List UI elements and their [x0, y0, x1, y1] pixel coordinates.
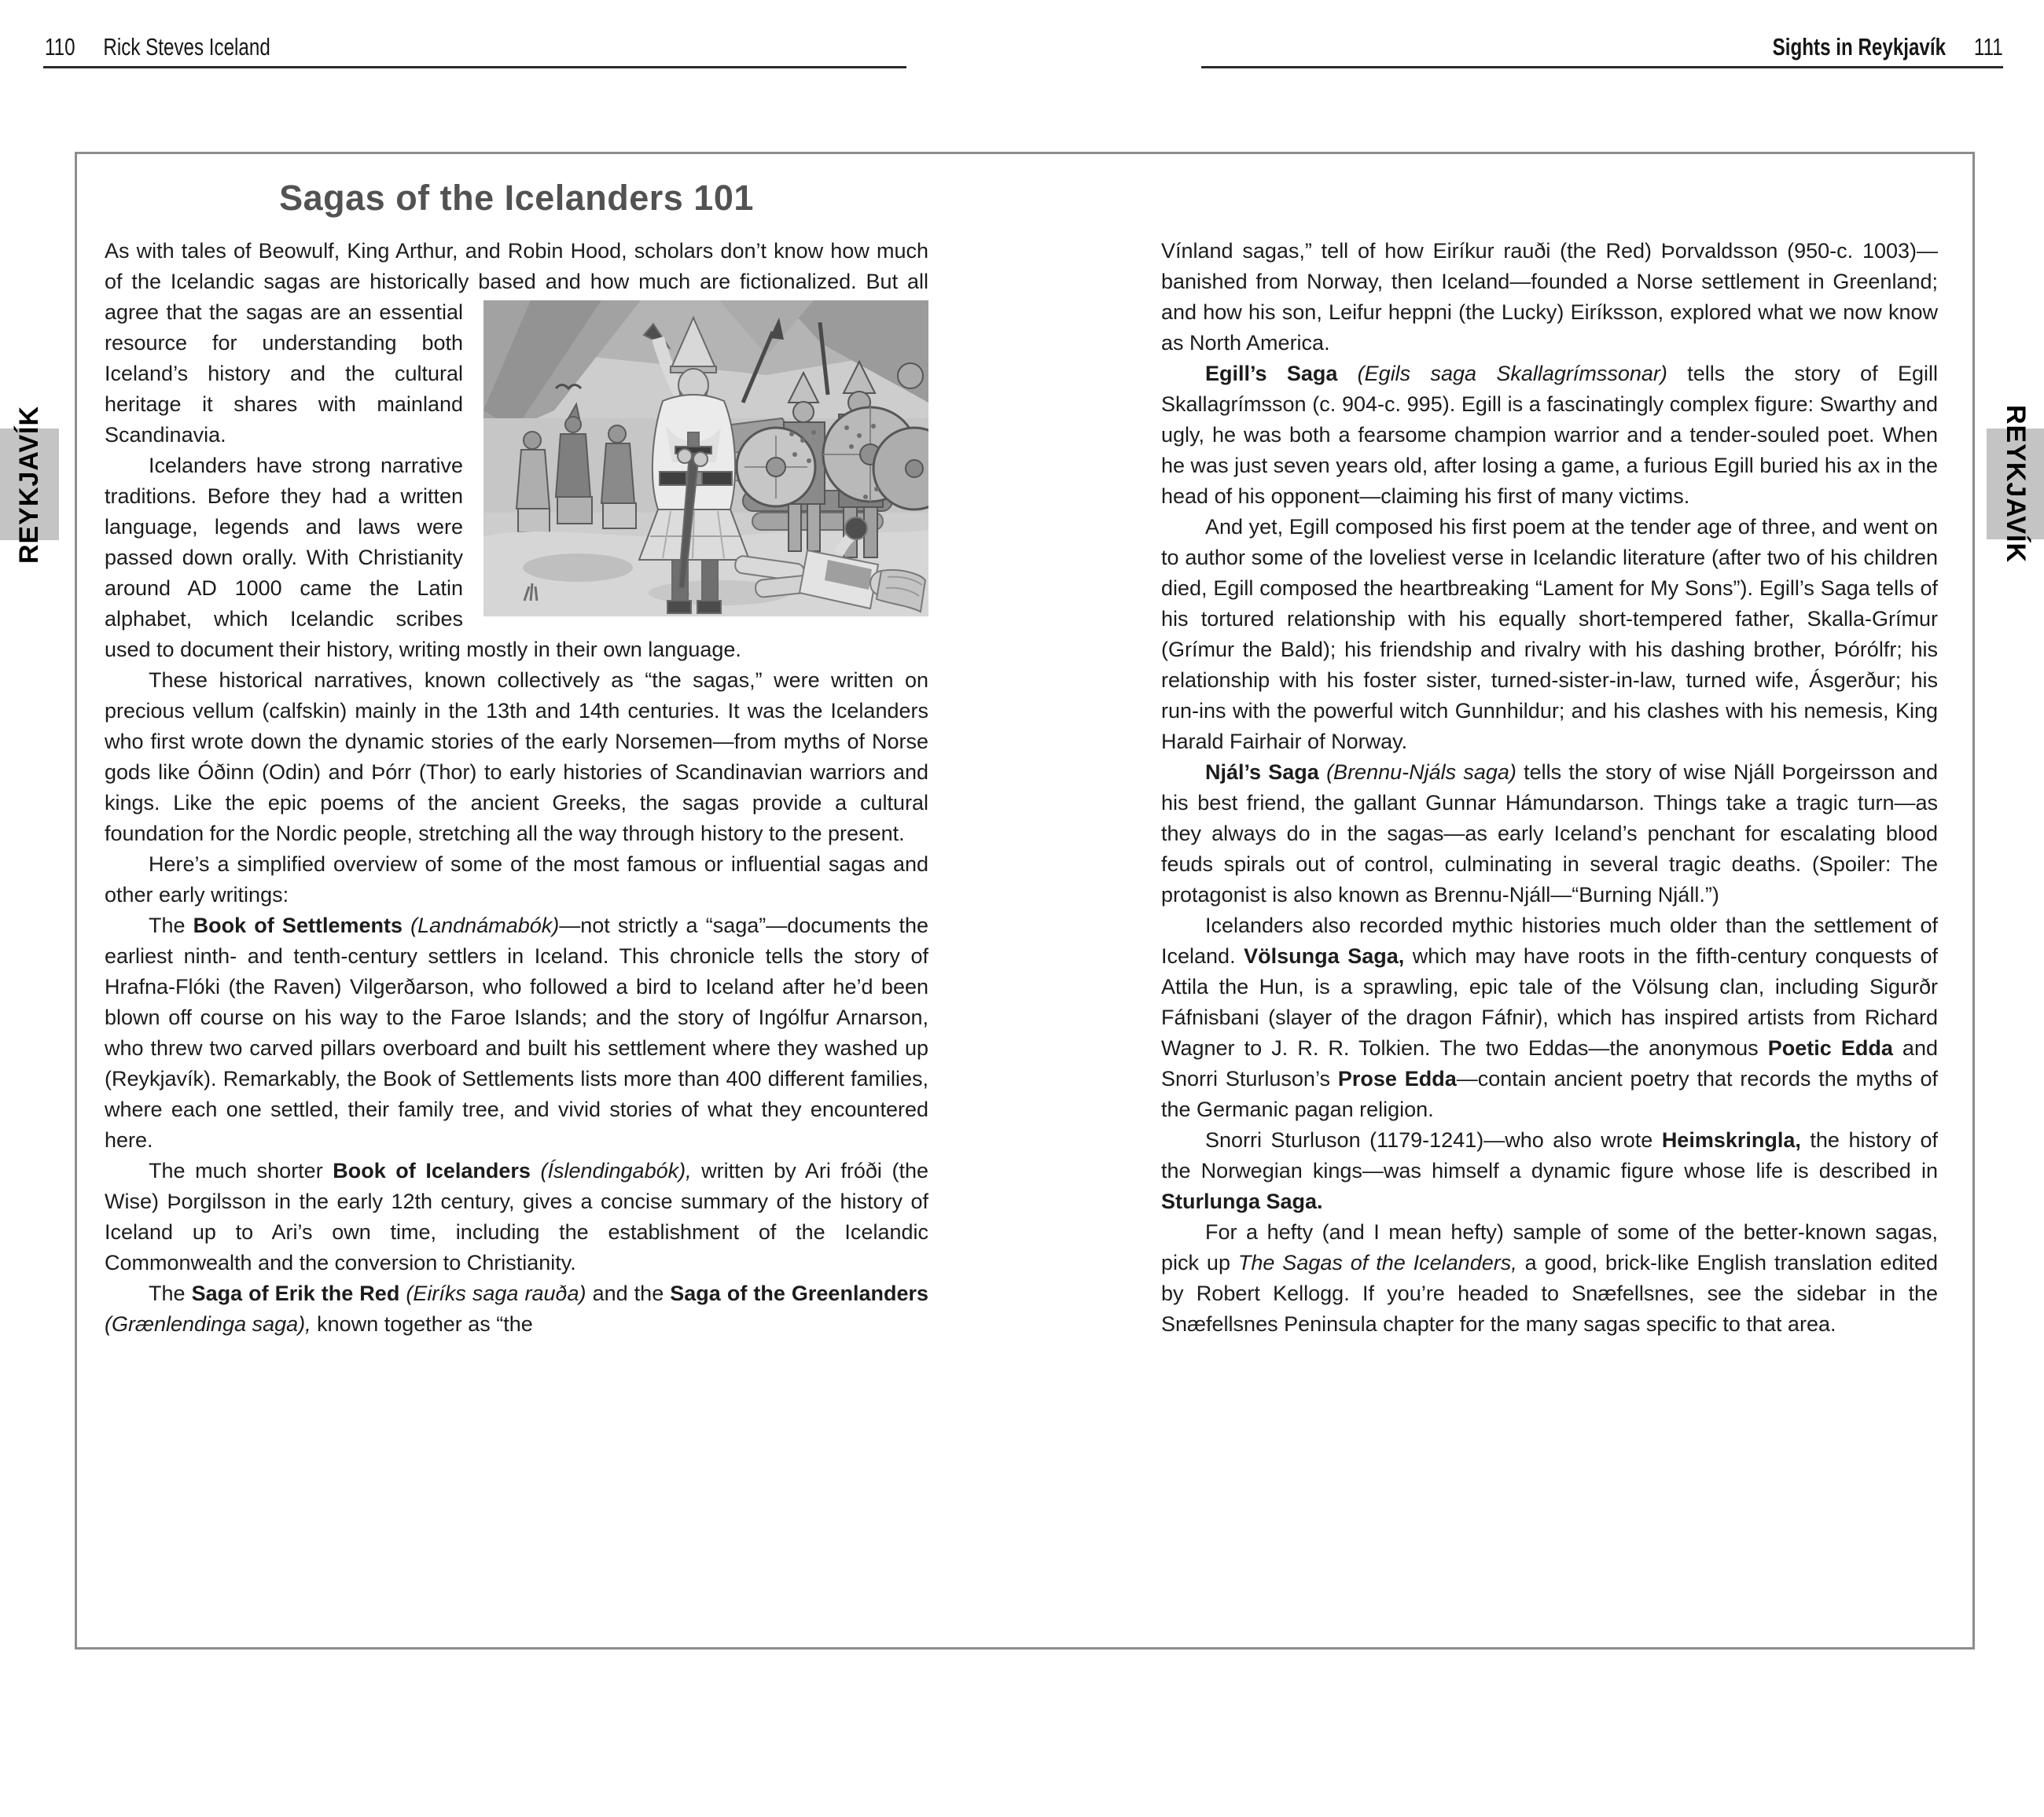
left-tab-label: REYKJAVÍK	[14, 405, 44, 564]
section-title: Sights in Reykjavík	[1772, 33, 1947, 61]
paragraph: Icelanders have strong narrative traditions. Before they had a written language, legends and laws were passed down orally. With Christianity around AD 1000 came the Latin alphabet, which Icelandic scribes used to document their history, writing mostly in their own language.	[105, 454, 741, 661]
paragraph: These historical narratives, known collectively as “the sagas,” were written on precious vellum (calfskin) mainly in the 13th and 14th centuries. It was the Icelanders who first wrote down the dynamic stories of the early Norsemen—from myths of Norse gods like Óðinn (Odin) and Þórr (Thor) to early histories of Scandinavian warriors and kings. Like the epic poems of the ancient Greeks, the sagas provide a cultural foundation for the Nordic people, stretching all the way through history to the present.	[105, 668, 928, 845]
paragraph: And yet, Egill composed his first poem at the tender age of three, and went on to author some of the loveliest verse in Icelandic literature (after two of his children died, Egill composed the heartbreaking “Lament for My Sons”). Egill’s Saga tells of his tortured relationship with his equally short-tempered father, Skalla-Grímur (Grímur the Bald); his friendship and rivalry with his dashing brother, Þórólfr; his relationship with his foster sister, turned-sister-in-law, turned wife, Ásgerður; his run-ins with the powerful witch Gunnhildur; and his clashes with his nemesis, King Harald Fairhair of Norway.	[1161, 515, 1938, 753]
paragraph: For a hefty (and I mean hefty) sample of some of the better-known sagas, pick up The Sagas of the Icelanders, a good, brick-like English translation edited by Robert Kellogg. If you’re headed to Snæfellsnes, see the sidebar in the Snæfellsnes Peninsula chapter for the many sagas specific to that area.	[1161, 1220, 1938, 1336]
right-text-column	[1161, 236, 1938, 1340]
paragraph: Here’s a simplified overview of some of the most famous or influential sagas and other early writings:	[105, 852, 928, 907]
book-title: Rick Steves Iceland	[103, 33, 270, 61]
paragraph: Icelanders also recorded mythic histories much older than the settlement of Iceland. Völsunga Saga, which may have roots in the fifth-century conquests of Attila the Hun, is a sprawling, epic tale of the Völsung clan, including Sigurðr Fáfnisbani (slayer of the dragon Fáfnir), which has inspired artists from Richard Wagner to J. R. R. Tolkien. The two Eddas—the anonymous Poetic Edda and Snorri Sturluson’s Prose Edda—contain ancient poetry that records the myths of the Germanic pagan religion.	[1161, 914, 1938, 1121]
left-header-rule	[43, 66, 906, 68]
paragraph: The Book of Settlements (Landnámabók)—not strictly a “saga”—documents the earliest ninth- and tenth-century settlers in Iceland. This chronicle tells the story of Hrafna-Flóki (the Raven) Vilgerðarson, who followed a bird to Iceland after he’d been blown off course on his way to the Faroe Islands; and the story of Ingólfur Arnarson, who threw two carved pillars overboard and built his settlement where they washed up (Reykjavík). Remarkably, the Book of Settlements lists more than 400 different families, where each one settled, their family tree, and vivid stories of what they encountered here.	[105, 914, 928, 1152]
paragraph: The much shorter Book of Icelanders (Íslendingabók), written by Ari fróði (the Wise) Þorgilsson in the early 12th century, gives a concise summary of the history of Iceland up to Ari’s own time, including the establishment of the Icelandic Commonwealth and the conversion to Christianity.	[105, 1159, 928, 1274]
paragraph: Njál’s Saga (Brennu-Njáls saga) tells the story of wise Njáll Þorgeirsson and his best friend, the gallant Gunnar Hámundarson. Things take a tragic turn—as they always do in the sagas—as early Iceland’s penchant for escalating blood feuds spirals out of control, culminating in several tragic deaths. (Spoiler: The protagonist is also known as Brennu-Njáll—“Burning Njáll.”)	[1161, 760, 1938, 907]
paragraph: As with tales of Beowulf, King Arthur, and Robin Hood, scholars don’t know how much of the Icelandic sagas are historically based and how much are fictionalized. But all agree that the sagas are an essential resource for understanding both Iceland’s history and the cultural heritage it shares with mainland Scandinavia.	[105, 236, 928, 451]
paragraph: Snorri Sturluson (1179-1241)—who also wrote Heimskringla, the history of the Norwegian kings—was himself a dynamic figure whose life is described in Sturlunga Saga.	[1161, 1128, 1938, 1213]
right-page-header	[1708, 33, 2003, 61]
right-tab-label: REYKJAVÍK	[2001, 404, 2031, 564]
left-page-header	[45, 33, 334, 61]
viking-saga-illustration	[483, 300, 928, 616]
paragraph: Vínland sagas,” tell of how Eiríkur rauði (the Red) Þorvaldsson (950-c. 1003)—banished from Norway, then Iceland—founded a Norse settlement in Greenland; and how his son, Leifur heppni (the Lucky) Eiríksson, explored what we now know as North America.	[1161, 239, 1938, 355]
paragraph: The Saga of Erik the Red (Eiríks saga rauða) and the Saga of the Greenlanders (Grænlendinga saga), known together as “the	[105, 1282, 928, 1336]
right-header-rule	[1201, 66, 2003, 68]
right-edge-tab	[1987, 404, 2044, 564]
viking-saga-diorama-image	[483, 300, 928, 616]
left-text-column	[105, 236, 928, 1340]
left-edge-tab	[0, 405, 59, 564]
left-page-number: 110	[45, 33, 75, 61]
paragraph: Egill’s Saga (Egils saga Skallagrímssonar) tells the story of Egill Skallagrímsson (c. 904-c. 995). Egill is a fascinatingly complex figure: Swarthy and ugly, he was both a fearsome champion warrior and a tender-souled poet. When he was just seven years old, after losing a game, a furious Egill buried his ax in the head of his opponent—claiming his first of many victims.	[1161, 362, 1938, 508]
right-page-number: 111	[1974, 33, 2003, 61]
sidebar-title: Sagas of the Icelanders 101	[279, 178, 754, 218]
